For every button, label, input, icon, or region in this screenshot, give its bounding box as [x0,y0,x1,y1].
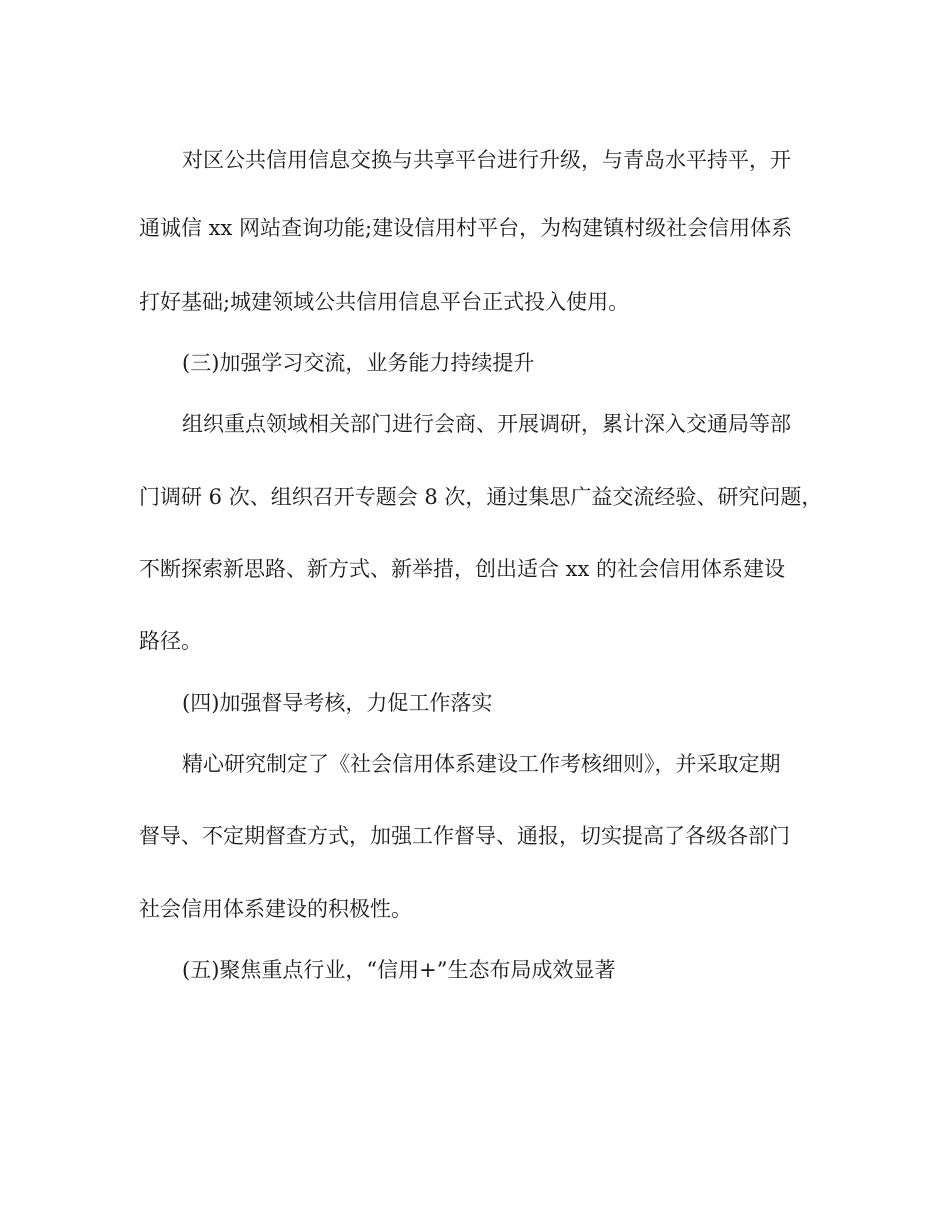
section-heading-4: (四)加强督导考核，力促工作落实 [182,691,493,715]
paragraph-2-line-3: 不断探索新思路、新方式、新举措，创出适合 xx 的社会信用体系建设 [139,557,786,581]
paragraph-2-line-2: 门调研 6 次、组织召开专题会 8 次，通过集思广益交流经验、研究问题， [139,485,823,509]
paragraph-3-line-1: 精心研究制定了《社会信用体系建设工作考核细则》，并采取定期 [182,752,781,776]
paragraph-2-line-4: 路径。 [139,629,202,653]
section-heading-3: (三)加强学习交流，业务能力持续提升 [182,351,535,375]
paragraph-3-line-3: 社会信用体系建设的积极性。 [139,897,412,921]
paragraph-1-line-1: 对区公共信用信息交换与共享平台进行升级，与青岛水平持平，开 [182,148,791,172]
paragraph-1-line-2: 通诚信 xx 网站查询功能;建设信用村平台，为构建镇村级社会信用体系 [139,216,793,240]
paragraph-3-line-2: 督导、不定期督查方式，加强工作督导、通报，切实提高了各级各部门 [139,824,790,848]
paragraph-1-line-3: 打好基础;城建领域公共信用信息平台正式投入使用。 [139,290,630,314]
paragraph-2-line-1: 组织重点领域相关部门进行会商、开展调研，累计深入交通局等部 [182,412,791,436]
section-heading-5: (五)聚焦重点行业，“信用+”生态布局成效显著 [182,958,616,982]
